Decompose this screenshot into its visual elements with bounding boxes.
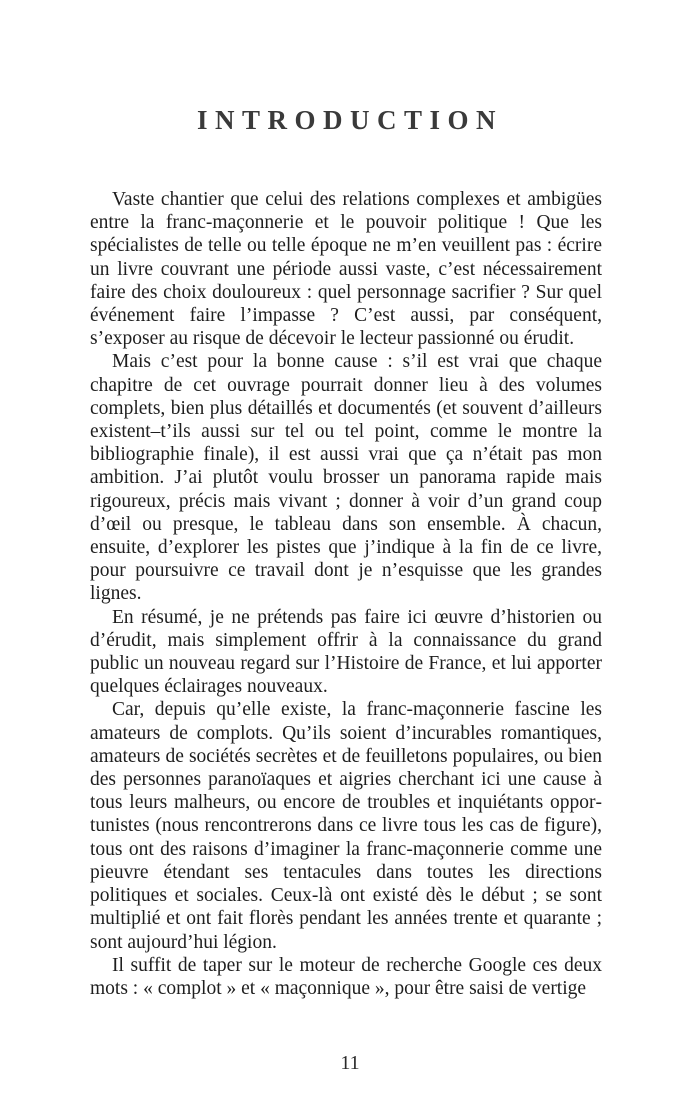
paragraph: Mais c’est pour la bonne cause : s’il est vrai que chaque chapitre de cet ouvrage pourrait donner lieu à des volumes complets, bien plus détaillés et documentés (et souvent d’ailleurs existent–t’ils aussi sur tel ou tel point, comme le montre la bibliographie finale), il est aussi vrai que ça n’était pas mon ambition. J’ai plutôt voulu brosser un panorama rapide mais rigoureux, précis mais vivant ; donner à voir d’un grand coup d’œil ou presque, le tableau dans son ensemble. À chacun, ensuite, d’explorer les pistes que j’indique à la fin de ce livre, pour poursuivre ce travail dont je n’esquisse que les grandes lignes. (90, 351, 602, 605)
paragraph: Car, depuis qu’elle existe, la franc-maçonnerie fascine les amateurs de complots. Qu’ils soient d’incurables romantiques, amateurs de sociétés secrètes et de feuilletons populaires, ou bien des personnes paranoïaques et aigries cherchant ici une cause à tous leurs malheurs, ou encore de troubles et inquiétants opportunistes (nous rencontrerons dans ce livre tous les cas de figure), tous ont des raisons d’imaginer la franc-maçonnerie comme une pieuvre étendant ses tentacules dans toutes les directions politiques et sociales. Ceux-là ont existé dès le début ; se sont multiplié et ont fait florès pendant les années trente et quarante ; sont aujourd’hui légion. (90, 699, 602, 953)
paragraph: Vaste chantier que celui des relations complexes et ambigües entre la franc-maçonnerie et le pouvoir politique ! Que les spécialistes de telle ou telle époque ne m’en veuillent pas : écrire un livre couvrant une période aussi vaste, c’est nécessairement faire des choix douloureux : quel personnage sacrifier ? Sur quel événement faire l’impasse ? C’est aussi, par conséquent, s’exposer au risque de décevoir le lecteur passionné ou érudit. (90, 189, 602, 350)
chapter-title: INTRODUCTION (196, 105, 504, 135)
paragraph: Il suffit de taper sur le moteur de recherche Google ces deux mots : « complot » et « maçonnique », pour être saisi de vertige (90, 954, 602, 999)
page-number: 11 (340, 1052, 360, 1074)
paragraph: En résumé, je ne prétends pas faire ici œuvre d’historien ou d’érudit, mais simplement offrir à la connaissance du grand public un nouveau regard sur l’Histoire de France, et lui apporter quelques éclairages nouveaux. (90, 606, 602, 698)
body-text (90, 188, 602, 1000)
